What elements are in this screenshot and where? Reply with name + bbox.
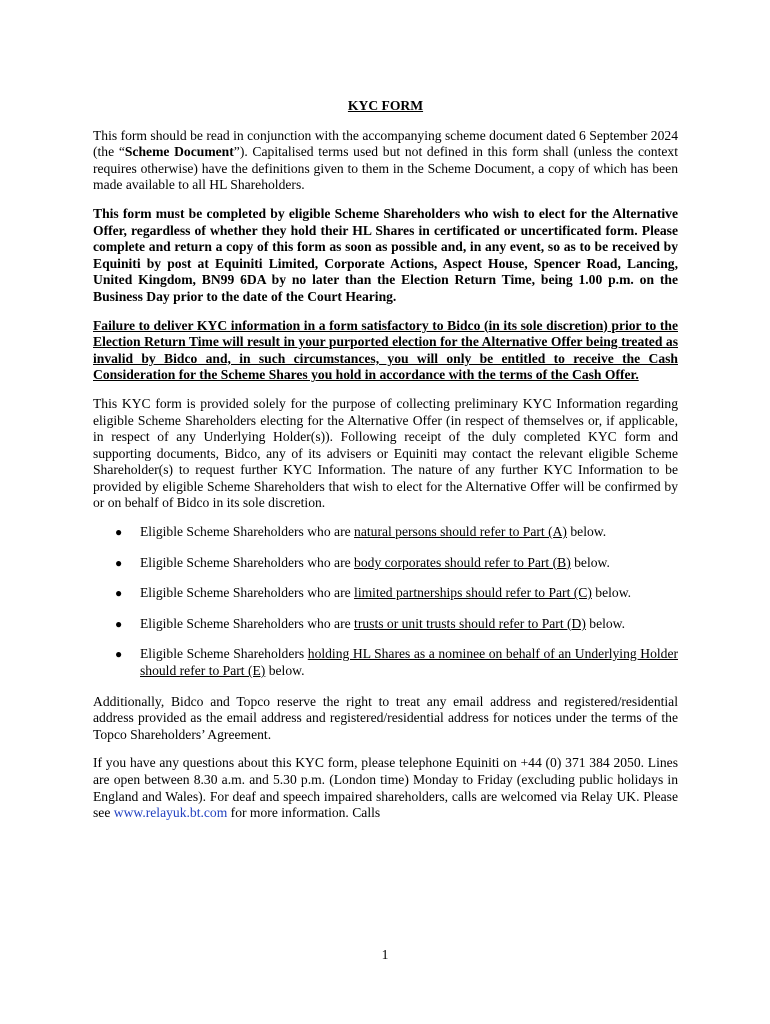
intro-paragraph <box>93 128 678 194</box>
relay-uk-link[interactable]: www.relayuk.bt.com <box>113 805 228 821</box>
list-item: ● Eligible Scheme Shareholders who are limited partnerships should refer to Part (C) below. <box>115 585 632 601</box>
part-b-reference: body corporates should refer to Part (B) <box>354 554 571 570</box>
part-e-reference: holding HL Shares as a nominee on behalf of an Underlying Holder should refer to Part (E) <box>140 646 678 679</box>
list-item: ● Eligible Scheme Shareholders who are body corporates should refer to Part (B) below. <box>115 554 610 570</box>
document-page <box>93 98 678 834</box>
instruction-paragraph: This form must be completed by eligible Scheme Shareholders who wish to elect for the Alternative Offer, regardless of whether they hold their HL Shares in certificated or uncertificated form. Please complete and return a copy of this form as soon as possible and, in any event, so as to be received by Equiniti by post at Equiniti Limited, Corporate Actions, Aspect House, Spencer Road, Lancing, United Kingdom, BN99 6DA by no later than the Election Return Time, being 1.00 p.m. on the Business Day prior to the date of the Court Hearing. <box>93 205 678 304</box>
contact-text-start: If you have any questions about this KYC form, please telephone Equiniti on +44 (0) 371 384 2050. Lines are open between 8.30 a.m. and 5.30 p.m. (London time) Monday to Friday (excluding public holidays in England and Wales). For deaf and speech impaired shareholders, calls are welcomed via Relay UK. Please see <box>93 755 678 821</box>
bullet-icon: ● <box>115 586 123 601</box>
part-c-reference: limited partnerships should refer to Part (C) <box>354 585 592 601</box>
bullet-icon: ● <box>115 616 123 631</box>
list-item: ● Eligible Scheme Shareholders holding HL Shares as a nominee on behalf of an Underlying Holder should refer to Part (E) below. <box>115 646 678 679</box>
warning-paragraph: Failure to deliver KYC information in a form satisfactory to Bidco (in its sole discretion) prior to the Election Return Time will result in your purported election for the Alternative Offer being treated as invalid by Bidco and, in such circumstances, you will only be entitled to receive the Cash Consideration for the Scheme Shares you hold in accordance with the terms of the Cash Offer. <box>93 317 678 383</box>
list-item: ● Eligible Scheme Shareholders who are trusts or unit trusts should refer to Part (D) below. <box>115 615 626 631</box>
bullet-icon: ● <box>115 647 123 662</box>
list-item: ● Eligible Scheme Shareholders who are natural persons should refer to Part (A) below. <box>115 524 607 540</box>
bullet-icon: ● <box>115 555 123 570</box>
part-d-reference: trusts or unit trusts should refer to Part (D) <box>354 615 586 631</box>
additionally-paragraph: Additionally, Bidco and Topco reserve the right to treat any email address and registered/residential address provided as the email address and registered/residential address for notices under the terms of the Topco Shareholders’ Agreement. <box>93 693 678 742</box>
part-a-reference: natural persons should refer to Part (A) <box>354 524 567 540</box>
purpose-paragraph: This KYC form is provided solely for the purpose of collecting preliminary KYC Information regarding eligible Scheme Shareholders electing for the Alternative Offer (in respect of themselves or, if applicable, in respect of any Underlying Holder(s)). Following receipt of the duly completed KYC form and supporting documents, Bidco, any of its advisers or Equiniti may contact the relevant eligible Scheme Shareholder(s) to request further KYC Information. The nature of any further KYC Information to be provided by eligible Scheme Shareholders that wish to elect for the Alternative Offer will be confirmed by or on behalf of Bidco in its sole discretion. <box>93 395 678 511</box>
parts-list <box>93 524 678 680</box>
intro-text-end: ”). Capitalised terms used but not defined in this form shall (unless the context requires otherwise) have the definitions given to them in the Scheme Document, a copy of which has been made available to all HL Shareholders. <box>93 144 678 193</box>
contact-paragraph <box>93 755 678 821</box>
intro-text-start: This form should be read in conjunction with the accompanying scheme document dated 6 September 2024 (the “ <box>93 127 678 160</box>
page-number: 1 <box>381 947 389 962</box>
form-title: KYC FORM <box>347 98 424 113</box>
bullet-icon: ● <box>115 525 123 540</box>
contact-text-end: for more information. Calls <box>227 805 381 821</box>
scheme-document-term: Scheme Document <box>124 144 234 160</box>
